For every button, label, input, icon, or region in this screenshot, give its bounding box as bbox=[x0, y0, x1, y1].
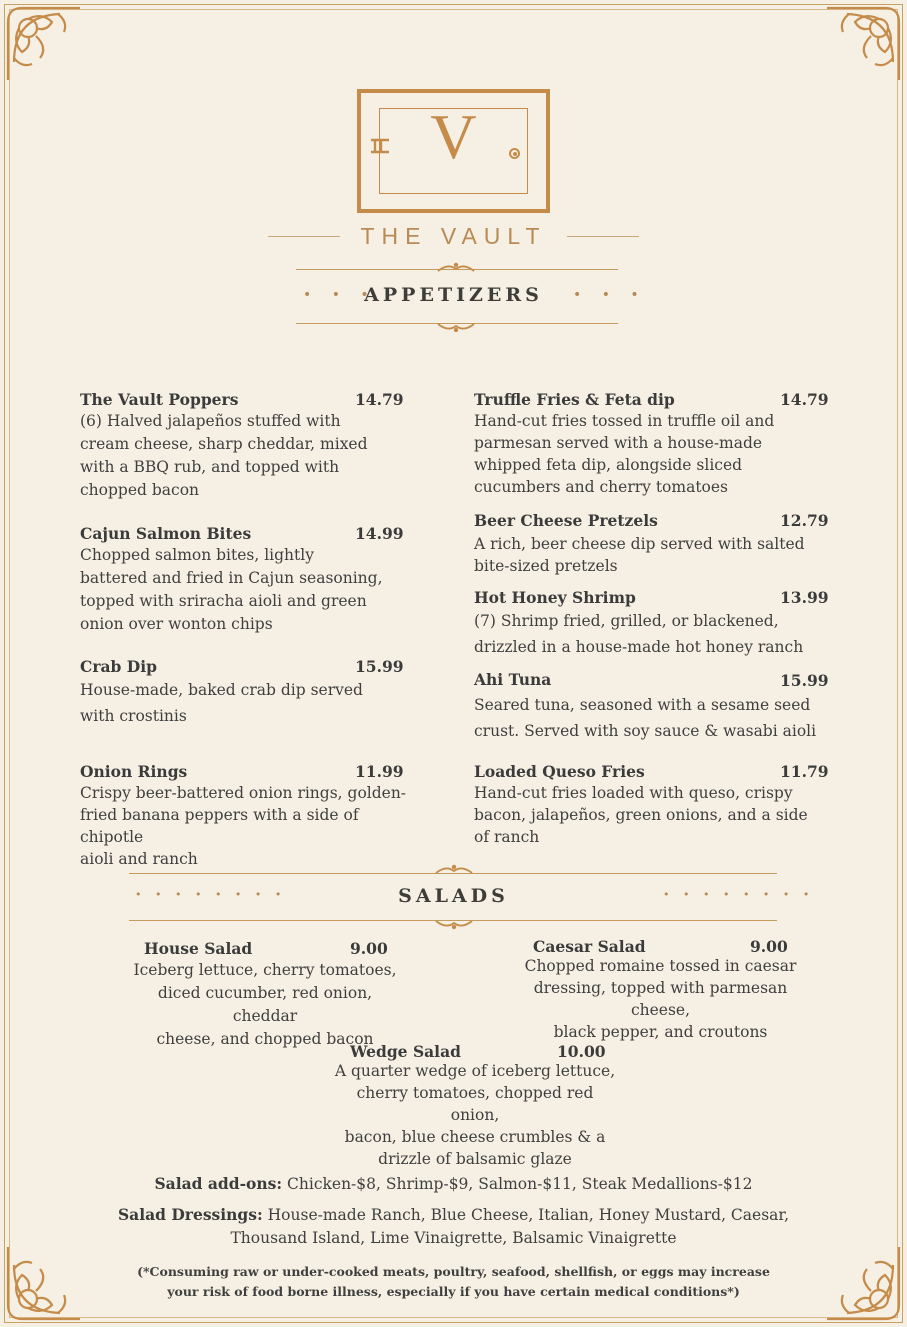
item-price: 15.99 bbox=[780, 671, 829, 690]
item-name: Crab Dip bbox=[80, 657, 157, 676]
item-name: Beer Cheese Pretzels bbox=[474, 511, 658, 530]
item-price: 14.79 bbox=[780, 390, 829, 409]
item-name: Truffle Fries & Feta dip bbox=[474, 390, 675, 409]
dressings-label: Salad Dressings: bbox=[117, 1205, 263, 1224]
item-price: 13.99 bbox=[780, 588, 829, 607]
flourish-icon bbox=[436, 261, 476, 273]
item-name: Cajun Salmon Bites bbox=[80, 524, 252, 543]
section-title-appetizers: APPETIZERS bbox=[364, 284, 543, 306]
item-name: Onion Rings bbox=[80, 762, 188, 781]
section-title-salads: SALADS bbox=[398, 885, 509, 907]
logo-letter: V bbox=[430, 101, 477, 172]
dots-decor: • • • bbox=[573, 287, 647, 303]
item-description: A rich, beer cheese dip served with salted bite-sized pretzels bbox=[474, 535, 805, 575]
item-description: (6) Halved jalapeños stuffed with cream cheese, sharp cheddar, mixed with a BBQ rub, and topped with chopped bacon bbox=[80, 412, 368, 499]
item-price: 10.00 bbox=[557, 1042, 606, 1061]
addons-label: Salad add-ons: bbox=[154, 1174, 283, 1193]
item-name: Caesar Salad bbox=[533, 937, 646, 956]
flourish-icon bbox=[434, 863, 474, 875]
item-name: The Vault Poppers bbox=[80, 390, 239, 409]
item-price: 15.99 bbox=[355, 657, 404, 676]
corner-ornament-icon bbox=[2, 2, 86, 86]
dots-decor: • • • • • • • • bbox=[135, 888, 287, 901]
flourish-icon bbox=[434, 919, 474, 931]
vault-logo bbox=[357, 89, 550, 213]
item-description: Chopped salmon bites, lightly battered and fried in Cajun seasoning, topped with sriracha aioli and green onion over wonton chips bbox=[80, 546, 383, 633]
dots-decor: • • • • • • • • bbox=[663, 888, 815, 901]
item-price: 11.99 bbox=[355, 762, 404, 781]
item-price: 12.79 bbox=[780, 511, 829, 530]
vault-dial-icon bbox=[509, 148, 520, 159]
dressings-text: House-made Ranch, Blue Cheese, Italian, Honey Mustard, Caesar, Thousand Island, Lime Vinaigrette, Balsamic Vinaigrette bbox=[230, 1206, 790, 1247]
item-description: Crispy beer-battered onion rings, golden- fried banana peppers with a side of chipotle aioli and ranch bbox=[80, 784, 407, 868]
dots-decor: • • • bbox=[303, 287, 377, 303]
item-name: Wedge Salad bbox=[350, 1042, 461, 1061]
item-name: Ahi Tuna bbox=[474, 670, 552, 689]
corner-ornament-icon bbox=[821, 2, 905, 86]
item-name: Loaded Queso Fries bbox=[474, 762, 645, 781]
salad-addons bbox=[0, 1172, 907, 1196]
brand-name: THE VAULT bbox=[360, 223, 547, 249]
salad-dressings bbox=[0, 1203, 907, 1250]
item-price: 14.99 bbox=[355, 524, 404, 543]
addons-text: Chicken-$8, Shrimp-$9, Salmon-$11, Steak Medallions-$12 bbox=[282, 1175, 753, 1193]
item-name: Hot Honey Shrimp bbox=[474, 588, 636, 607]
item-description: Iceberg lettuce, cherry tomatoes, diced cucumber, red onion, cheddar cheese, and chopped bacon bbox=[133, 961, 397, 1048]
item-description: A quarter wedge of iceberg lettuce, cherry tomatoes, chopped red onion, bacon, blue cheese crumbles & a drizzle of balsamic glaze bbox=[334, 1062, 616, 1168]
item-description: House-made, baked crab dip served with crostinis bbox=[80, 681, 363, 725]
flourish-icon bbox=[436, 322, 476, 334]
item-price: 14.79 bbox=[355, 390, 404, 409]
item-description: Chopped romaine tossed in caesar dressing, topped with parmesan cheese, black pepper, and croutons bbox=[524, 957, 797, 1041]
item-name: House Salad bbox=[144, 939, 253, 958]
item-description: Seared tuna, seasoned with a sesame seed crust. Served with soy sauce & wasabi aioli bbox=[474, 696, 817, 740]
item-description: Hand-cut fries loaded with queso, crispy bacon, jalapeños, green onions, and a side of ranch bbox=[474, 784, 808, 846]
item-price: 9.00 bbox=[750, 937, 788, 956]
health-disclaimer: (*Consuming raw or under-cooked meats, poultry, seafood, shellfish, or eggs may increase your risk of food borne illness, especially if you have certain medical conditions*) bbox=[137, 1264, 770, 1299]
item-description: Hand-cut fries tossed in truffle oil and parmesan served with a house-made whipped feta dip, alongside sliced cucumbers and cherry tomatoes bbox=[474, 412, 775, 496]
item-price: 11.79 bbox=[780, 762, 829, 781]
item-description: (7) Shrimp fried, grilled, or blackened, drizzled in a house-made hot honey ranch bbox=[474, 612, 804, 656]
item-price: 9.00 bbox=[350, 939, 388, 958]
